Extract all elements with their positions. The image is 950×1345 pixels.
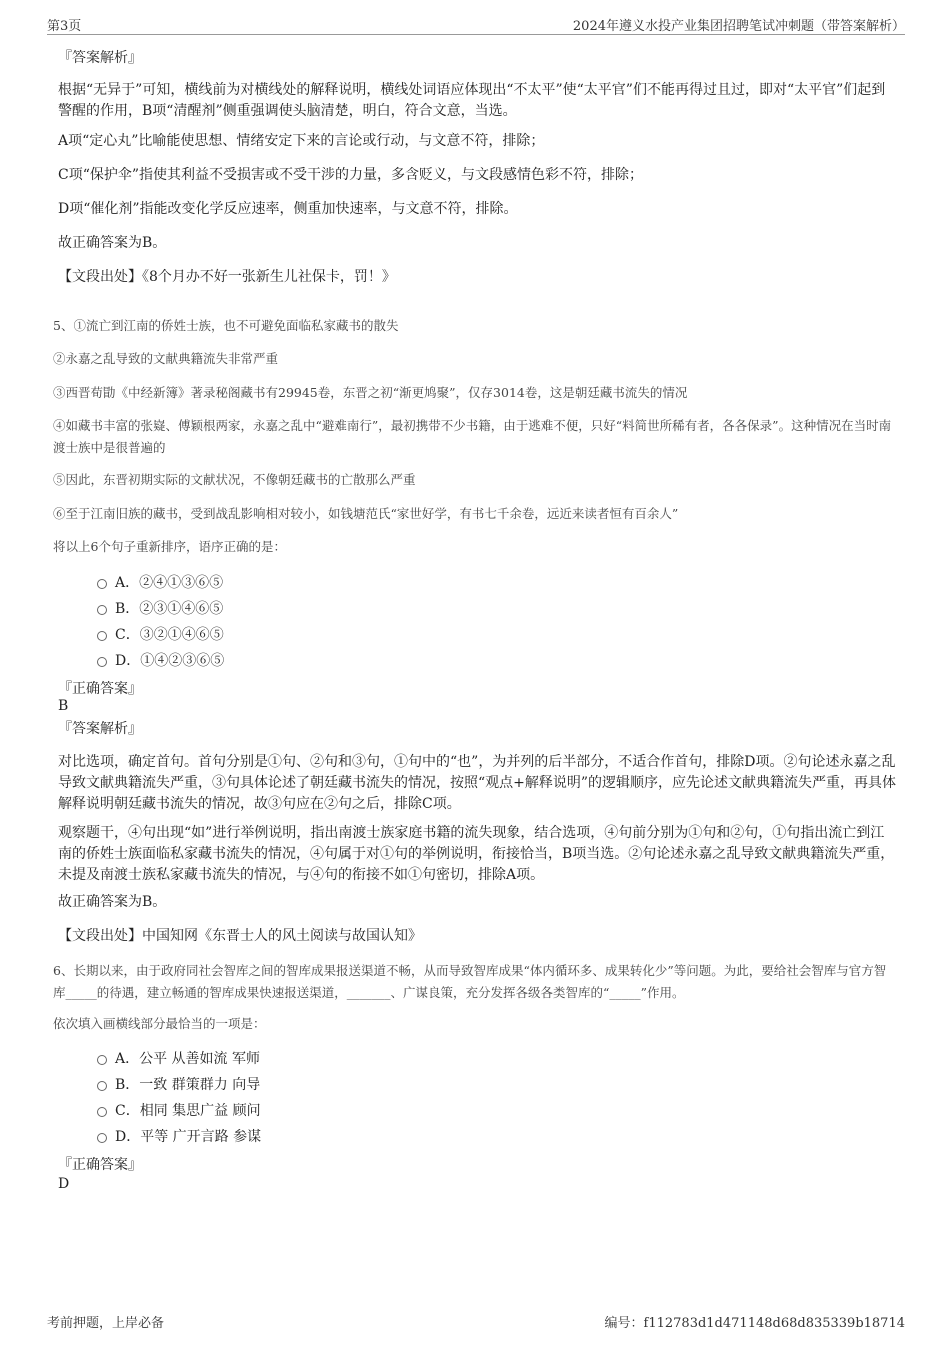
page-number: 第3页 — [47, 19, 82, 34]
q4-conclusion: 故正确答案为B。 — [58, 235, 167, 251]
q5-analysis-para-2: 观察题干，④句出现“如”进行举例说明，指出南渡士族家庭书籍的流失现象，结合选项，④句前分别为①句和②句，①句指出流亡到江南的侨姓士族面临私家藏书流失的情况，④句属于对①句的举例说明，衔接恰当，B项当选。②句论述永嘉之乱导致文献典籍流失严重，未提及南渡士族私家藏书流失的情况，与④句的衔接不如①句密切，排除A项。 — [58, 825, 895, 883]
q5-prompt: 将以上6个句子重新排序，语序正确的是： — [53, 539, 286, 554]
q5-answer: B — [58, 698, 69, 714]
q6-option-a[interactable]: A．公平 从善如流 军师 — [97, 1049, 260, 1069]
q5-analysis-para-1: 对比选项，确定首句。首句分别是①句、②句和③句，①句中的“也”，为并列的后半部分，不适合作首句，排除D项。②句论述永嘉之乱导致文献典籍流失严重，③句具体论述了朝廷藏书流失的情况，按照“观点+解释说明”的逻辑顺序，应先论述文献典籍流失严重，再具体解释说明朝廷藏书流失的情况，故③句应在②句之后，排除C项。 — [58, 754, 897, 812]
q5-sentence-3: ③西晋荀勖《中经新簿》著录秘阁藏书有29945卷，东晋之初“渐更鸠聚”，仅存3014卷，这是朝廷藏书流失的情况 — [53, 385, 688, 400]
radio-icon[interactable] — [97, 631, 107, 641]
q6-option-b[interactable]: B．一致 群策群力 向导 — [97, 1075, 260, 1095]
document-title: 2024年遵义水投产业集团招聘笔试冲刺题（带答案解析） — [572, 19, 905, 34]
radio-icon[interactable] — [97, 605, 107, 615]
q5-sentence-2: ②永嘉之乱导致的文献典籍流失非常严重 — [53, 351, 279, 366]
q5-answer-label: 『正确答案』 — [58, 681, 142, 697]
radio-icon[interactable] — [97, 1107, 107, 1117]
radio-icon[interactable] — [97, 579, 107, 589]
radio-icon[interactable] — [97, 657, 107, 667]
radio-icon[interactable] — [97, 1081, 107, 1091]
q6-option-d[interactable]: D．平等 广开言路 参谋 — [97, 1127, 261, 1147]
q5-option-a[interactable]: A．②④①③⑥⑤ — [97, 573, 223, 593]
q5-source: 【文段出处】中国知网《东晋士人的风土阅读与故国认知》 — [58, 928, 422, 944]
q6-prompt: 依次填入画横线部分最恰当的一项是： — [53, 1016, 266, 1031]
q5-option-d[interactable]: D．①④②③⑥⑤ — [97, 651, 224, 671]
q5-option-c[interactable]: C．③②①④⑥⑤ — [97, 625, 224, 645]
document-id: 编号：f112783d1d471148d68d835339b18714 — [604, 1316, 905, 1331]
q5-sentence-5: ⑤因此，东晋初期实际的文献状况，不像朝廷藏书的亡散那么严重 — [53, 472, 416, 487]
q4-source: 【文段出处】《8个月办不好一张新生儿社保卡，罚！》 — [58, 269, 396, 285]
footer-slogan: 考前押题，上岸必备 — [47, 1316, 165, 1331]
q6-answer-label: 『正确答案』 — [58, 1157, 142, 1173]
q5-option-b[interactable]: B．②③①④⑥⑤ — [97, 599, 223, 619]
radio-icon[interactable] — [97, 1055, 107, 1065]
q5-conclusion: 故正确答案为B。 — [58, 894, 167, 910]
q6-option-c[interactable]: C．相同 集思广益 顾问 — [97, 1101, 261, 1121]
q6-answer: D — [58, 1176, 70, 1192]
q5-sentence-6: ⑥至于江南旧族的藏书，受到战乱影响相对较小，如钱塘范氏“家世好学，有书七千余卷，远近来读者恒有百余人” — [53, 506, 679, 521]
q4-analysis-para-1: 根据“无异于”可知，横线前为对横线处的解释说明，横线处词语应体现出“不太平”使“太平官”们不能再得过且过，即对“太平官”们起到警醒的作用，B项“清醒剂”侧重强调使头脑清楚，明白，符合文意，当选。 — [58, 82, 886, 119]
page-header — [47, 14, 905, 35]
q6-stem: 6、长期以来，由于政府同社会智库之间的智库成果报送渠道不畅，从而导致智库成果“体内循环多、成果转化少”等问题。为此，要给社会智库与官方智库_____的待遇，建立畅通的智库成果快速报送渠道，_______、广谋良策，充分发挥各级各类智库的“_____”作用。 — [53, 963, 887, 1000]
q4-analysis-para-3: C项“保护伞”指使其利益不受损害或不受干涉的力量，多含贬义，与文段感情色彩不符，排除； — [58, 167, 644, 183]
q5-analysis-label: 『答案解析』 — [58, 721, 142, 737]
q5-sentence-4: ④如藏书丰富的张嶷、傅颖根两家，永嘉之乱中“避难南行”，最初携带不少书籍，由于逃难不便，只好“料简世所稀有者，各各保录”。这种情况在当时南渡士族中是很普遍的 — [53, 418, 892, 455]
q4-analysis-label: 『答案解析』 — [58, 50, 142, 66]
q4-analysis-para-2: A项“定心丸”比喻能使思想、情绪安定下来的言论或行动，与文意不符，排除； — [58, 133, 545, 149]
radio-icon[interactable] — [97, 1133, 107, 1143]
q5-sentence-1: 5、①流亡到江南的侨姓士族，也不可避免面临私家藏书的散失 — [53, 318, 399, 333]
q4-analysis-para-4: D项“催化剂”指能改变化学反应速率，侧重加快速率，与文意不符，排除。 — [58, 201, 518, 217]
